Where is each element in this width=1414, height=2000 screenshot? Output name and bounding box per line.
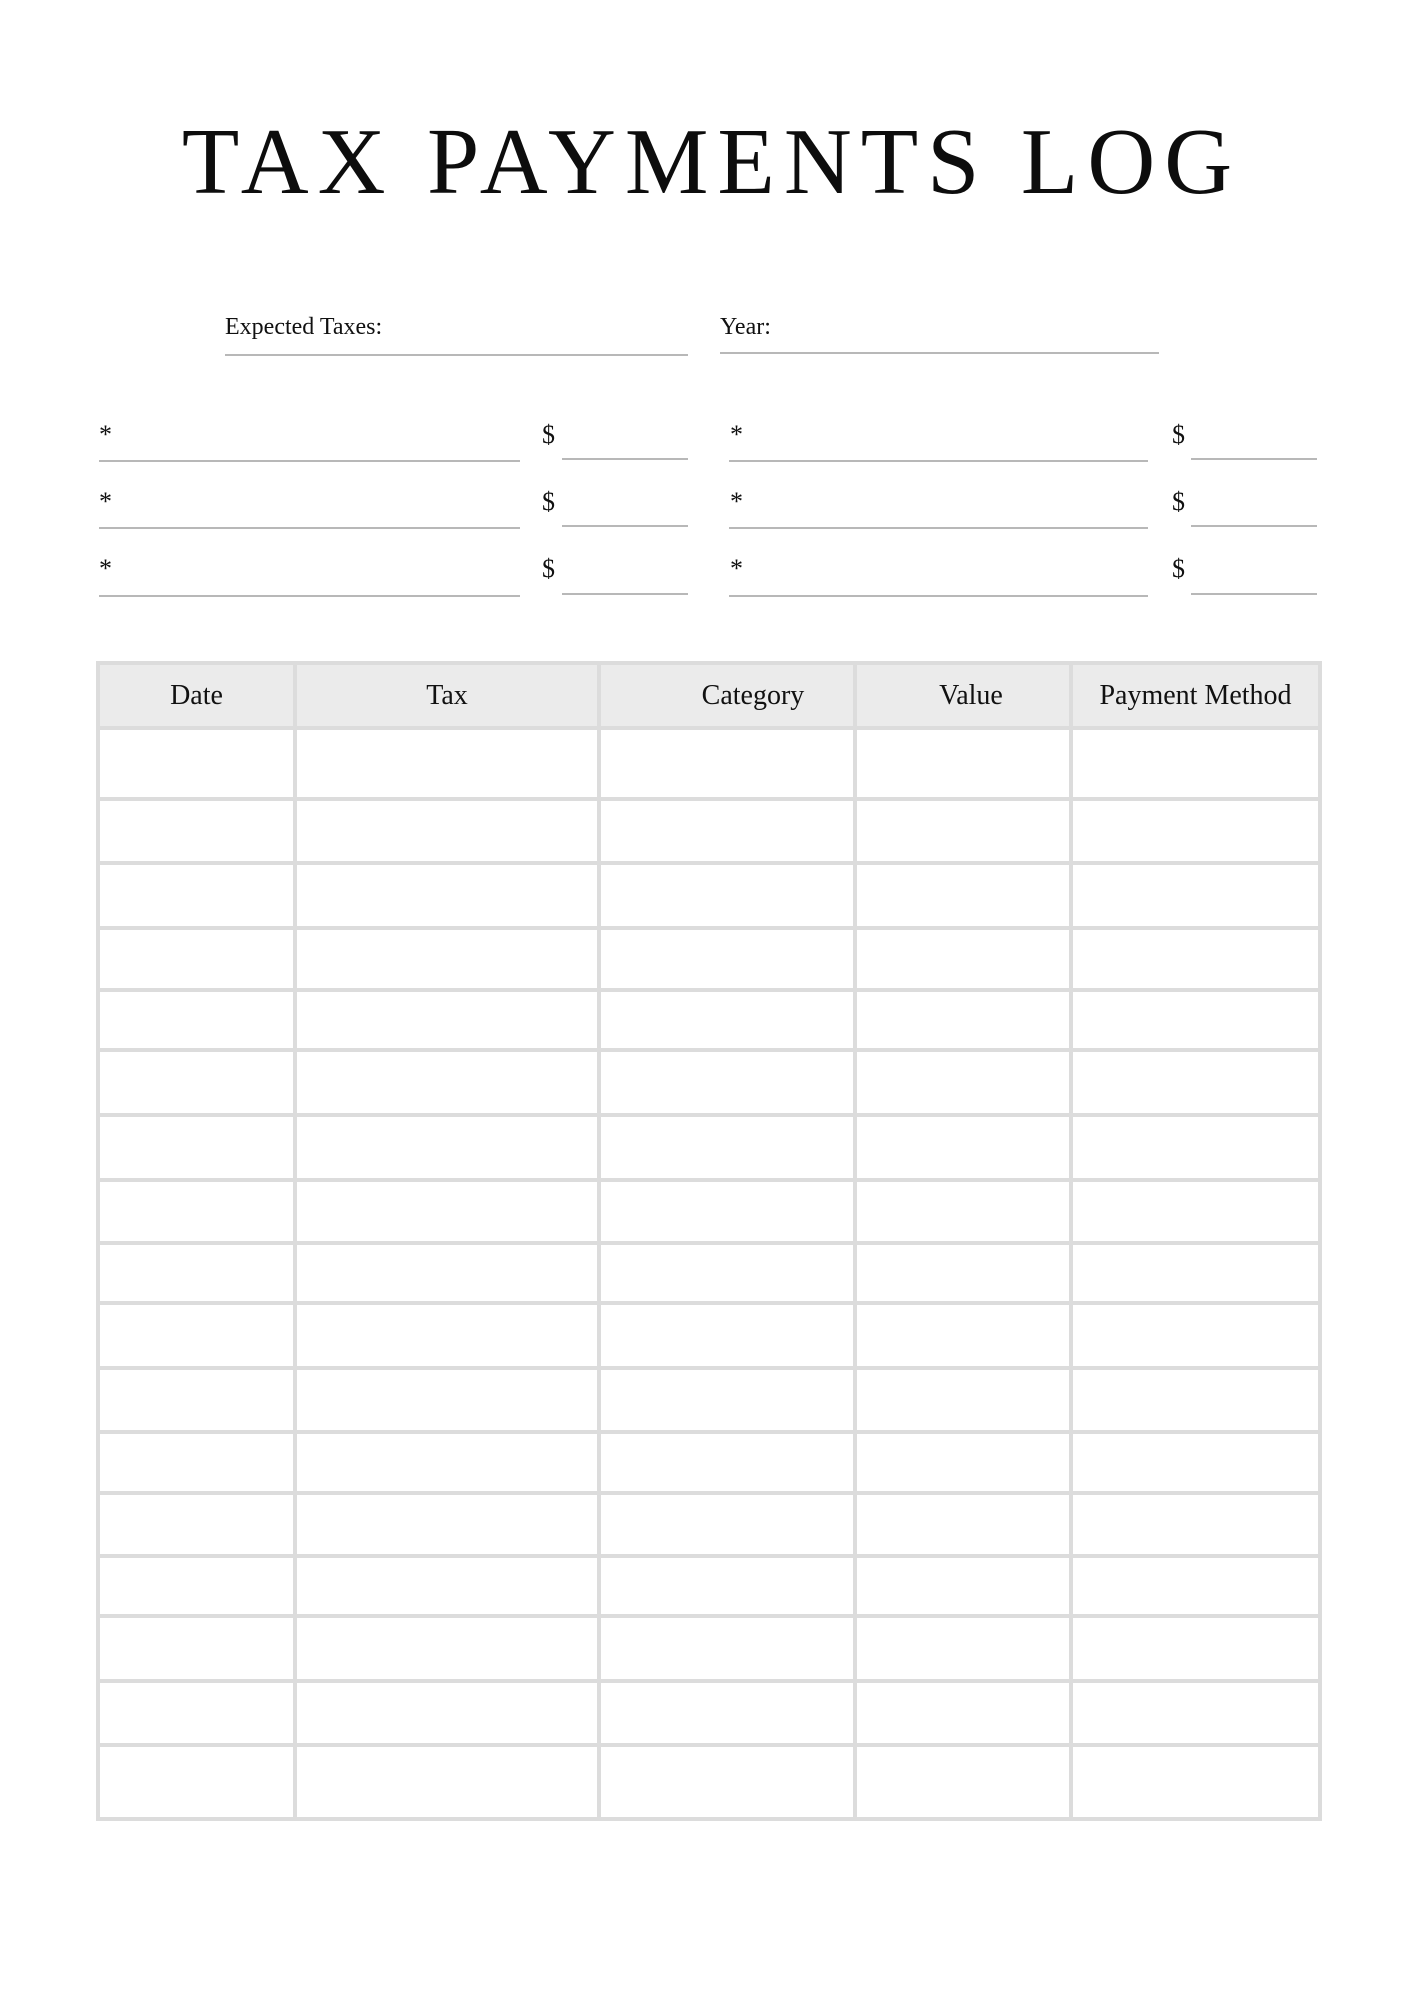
- table-cell-date[interactable]: [98, 1368, 295, 1432]
- table-cell-date[interactable]: [98, 1180, 295, 1243]
- table-cell-date[interactable]: [98, 1432, 295, 1493]
- table-cell-date[interactable]: [98, 1493, 295, 1556]
- table-cell-tax[interactable]: [295, 1050, 599, 1115]
- expected-taxes-label: Expected Taxes:: [225, 314, 383, 340]
- table-cell-tax[interactable]: [295, 1243, 599, 1303]
- table-body: [98, 728, 1320, 1819]
- tax-item-amount-input[interactable]: [1193, 424, 1319, 458]
- table-header-row: [98, 663, 1320, 728]
- year-label: Year:: [720, 314, 771, 340]
- table-cell-tax[interactable]: [295, 1745, 599, 1819]
- expected-taxes-underline: [225, 354, 688, 356]
- table-cell-date[interactable]: [98, 990, 295, 1050]
- table-row: [98, 1616, 1320, 1681]
- table-cell-category[interactable]: [599, 1180, 855, 1243]
- tax-item-amount-line: [1191, 525, 1317, 527]
- dollar-sign-icon: $: [1172, 420, 1185, 449]
- table-cell-category[interactable]: [599, 728, 855, 799]
- tax-item-amount-input[interactable]: [564, 424, 690, 458]
- table-cell-category[interactable]: [599, 1432, 855, 1493]
- table-cell-payment-method[interactable]: [1071, 1050, 1320, 1115]
- year-input[interactable]: [790, 318, 1159, 352]
- tax-item-name-input[interactable]: [125, 424, 519, 460]
- column-header-category: Category: [599, 663, 855, 728]
- table-cell-category[interactable]: [599, 1681, 855, 1745]
- tax-item-amount-line: [1191, 458, 1317, 460]
- column-header-payment-method: Payment Method: [1071, 663, 1320, 728]
- table-cell-category[interactable]: [599, 990, 855, 1050]
- dollar-sign-icon: $: [542, 487, 555, 516]
- table-cell-category[interactable]: [599, 1115, 855, 1180]
- table-row: [98, 1432, 1320, 1493]
- table-cell-tax[interactable]: [295, 799, 599, 863]
- tax-item-name-line: [99, 460, 520, 462]
- table-row: [98, 728, 1320, 799]
- table-cell-value[interactable]: [855, 728, 1071, 799]
- table-row: [98, 1115, 1320, 1180]
- table-cell-payment-method[interactable]: [1071, 1243, 1320, 1303]
- tax-item-amount-line: [562, 525, 688, 527]
- table-cell-tax[interactable]: [295, 990, 599, 1050]
- expected-taxes-input[interactable]: [420, 318, 689, 352]
- tax-item-name-input[interactable]: [125, 558, 519, 594]
- table-cell-category[interactable]: [599, 1050, 855, 1115]
- tax-item-amount-input[interactable]: [564, 491, 690, 525]
- table-cell-payment-method[interactable]: [1071, 1616, 1320, 1681]
- table-cell-payment-method[interactable]: [1071, 799, 1320, 863]
- bullet-asterisk-icon: *: [99, 554, 112, 583]
- table-cell-tax[interactable]: [295, 1493, 599, 1556]
- table-cell-payment-method[interactable]: [1071, 1556, 1320, 1616]
- table-cell-tax[interactable]: [295, 1303, 599, 1368]
- table-cell-value[interactable]: [855, 1556, 1071, 1616]
- column-header-value: Value: [855, 663, 1071, 728]
- table-cell-value[interactable]: [855, 1616, 1071, 1681]
- tax-item-amount-input[interactable]: [564, 558, 690, 592]
- table-cell-date[interactable]: [98, 799, 295, 863]
- table-row: [98, 1050, 1320, 1115]
- table-cell-payment-method[interactable]: [1071, 1745, 1320, 1819]
- table-cell-payment-method[interactable]: [1071, 1115, 1320, 1180]
- table-cell-payment-method[interactable]: [1071, 1180, 1320, 1243]
- table-cell-tax[interactable]: [295, 1180, 599, 1243]
- tax-item-amount-line: [562, 458, 688, 460]
- table-cell-date[interactable]: [98, 1616, 295, 1681]
- table-row: [98, 928, 1320, 990]
- table-cell-payment-method[interactable]: [1071, 1681, 1320, 1745]
- table-row: [98, 1681, 1320, 1745]
- dollar-sign-icon: $: [1172, 554, 1185, 583]
- table-cell-date[interactable]: [98, 1681, 295, 1745]
- table-cell-date[interactable]: [98, 928, 295, 990]
- table-cell-payment-method[interactable]: [1071, 990, 1320, 1050]
- table-cell-payment-method[interactable]: [1071, 1368, 1320, 1432]
- table-cell-payment-method[interactable]: [1071, 863, 1320, 928]
- bullet-asterisk-icon: *: [730, 420, 743, 449]
- table-cell-tax[interactable]: [295, 863, 599, 928]
- payments-table: [96, 661, 1322, 1821]
- table-row: [98, 1556, 1320, 1616]
- table-cell-date[interactable]: [98, 1115, 295, 1180]
- table-cell-value[interactable]: [855, 863, 1071, 928]
- table-cell-date[interactable]: [98, 728, 295, 799]
- table-cell-date[interactable]: [98, 1050, 295, 1115]
- table-cell-payment-method[interactable]: [1071, 1303, 1320, 1368]
- table-cell-tax[interactable]: [295, 1556, 599, 1616]
- table-row: [98, 1243, 1320, 1303]
- table-cell-category[interactable]: [599, 1368, 855, 1432]
- table-cell-value[interactable]: [855, 799, 1071, 863]
- table-cell-payment-method[interactable]: [1071, 928, 1320, 990]
- table-cell-tax[interactable]: [295, 1368, 599, 1432]
- table-cell-date[interactable]: [98, 1556, 295, 1616]
- table-cell-category[interactable]: [599, 1303, 855, 1368]
- tax-item-name-line: [729, 527, 1148, 529]
- table-cell-date[interactable]: [98, 1303, 295, 1368]
- table-cell-category[interactable]: [599, 1243, 855, 1303]
- table-cell-date[interactable]: [98, 1243, 295, 1303]
- table-cell-value[interactable]: [855, 1050, 1071, 1115]
- bullet-asterisk-icon: *: [730, 554, 743, 583]
- tax-item-name-input[interactable]: [755, 424, 1149, 460]
- bullet-asterisk-icon: *: [99, 420, 112, 449]
- table-row: [98, 1745, 1320, 1819]
- table-cell-value[interactable]: [855, 1493, 1071, 1556]
- tax-item-amount-line: [1191, 593, 1317, 595]
- table-cell-value[interactable]: [855, 1303, 1071, 1368]
- tax-item-name-line: [99, 595, 520, 597]
- table-cell-tax[interactable]: [295, 1616, 599, 1681]
- column-header-date: Date: [98, 663, 295, 728]
- bullet-asterisk-icon: *: [99, 487, 112, 516]
- table-cell-date[interactable]: [98, 863, 295, 928]
- table-cell-tax[interactable]: [295, 928, 599, 990]
- table-cell-tax[interactable]: [295, 1115, 599, 1180]
- table-cell-category[interactable]: [599, 1616, 855, 1681]
- table-cell-category[interactable]: [599, 799, 855, 863]
- dollar-sign-icon: $: [542, 420, 555, 449]
- table-cell-category[interactable]: [599, 863, 855, 928]
- table-row: [98, 990, 1320, 1050]
- table-row: [98, 1303, 1320, 1368]
- table-cell-value[interactable]: [855, 1368, 1071, 1432]
- table-cell-payment-method[interactable]: [1071, 1432, 1320, 1493]
- table-cell-category[interactable]: [599, 928, 855, 990]
- tax-item-name-line: [729, 595, 1148, 597]
- table-row: [98, 1180, 1320, 1243]
- table-cell-value[interactable]: [855, 1115, 1071, 1180]
- tax-item-name-input[interactable]: [755, 491, 1149, 527]
- table-row: [98, 863, 1320, 928]
- tax-item-name-line: [729, 460, 1148, 462]
- table-cell-payment-method[interactable]: [1071, 1493, 1320, 1556]
- table-cell-category[interactable]: [599, 1493, 855, 1556]
- table-cell-tax[interactable]: [295, 728, 599, 799]
- tax-item-name-line: [99, 527, 520, 529]
- tax-item-name-input[interactable]: [755, 558, 1149, 594]
- page-title: TAX PAYMENTS LOG: [181, 110, 1242, 214]
- table-cell-value[interactable]: [855, 1180, 1071, 1243]
- table-row: [98, 1493, 1320, 1556]
- table-row: [98, 1368, 1320, 1432]
- tax-item-amount-input[interactable]: [1193, 558, 1319, 592]
- table-row: [98, 799, 1320, 863]
- year-underline: [720, 352, 1159, 354]
- column-header-tax: Tax: [295, 663, 599, 728]
- table-cell-category[interactable]: [599, 1556, 855, 1616]
- table-cell-value[interactable]: [855, 1681, 1071, 1745]
- table-cell-value[interactable]: [855, 1432, 1071, 1493]
- bullet-asterisk-icon: *: [730, 487, 743, 516]
- table-cell-category[interactable]: [599, 1745, 855, 1819]
- table-cell-value[interactable]: [855, 1745, 1071, 1819]
- table-cell-date[interactable]: [98, 1745, 295, 1819]
- table-cell-tax[interactable]: [295, 1432, 599, 1493]
- table-cell-payment-method[interactable]: [1071, 728, 1320, 799]
- tax-item-name-input[interactable]: [125, 491, 519, 527]
- dollar-sign-icon: $: [542, 554, 555, 583]
- tax-item-amount-line: [562, 593, 688, 595]
- table-cell-value[interactable]: [855, 990, 1071, 1050]
- table-cell-value[interactable]: [855, 1243, 1071, 1303]
- tax-item-amount-input[interactable]: [1193, 491, 1319, 525]
- dollar-sign-icon: $: [1172, 487, 1185, 516]
- table-cell-tax[interactable]: [295, 1681, 599, 1745]
- table-cell-value[interactable]: [855, 928, 1071, 990]
